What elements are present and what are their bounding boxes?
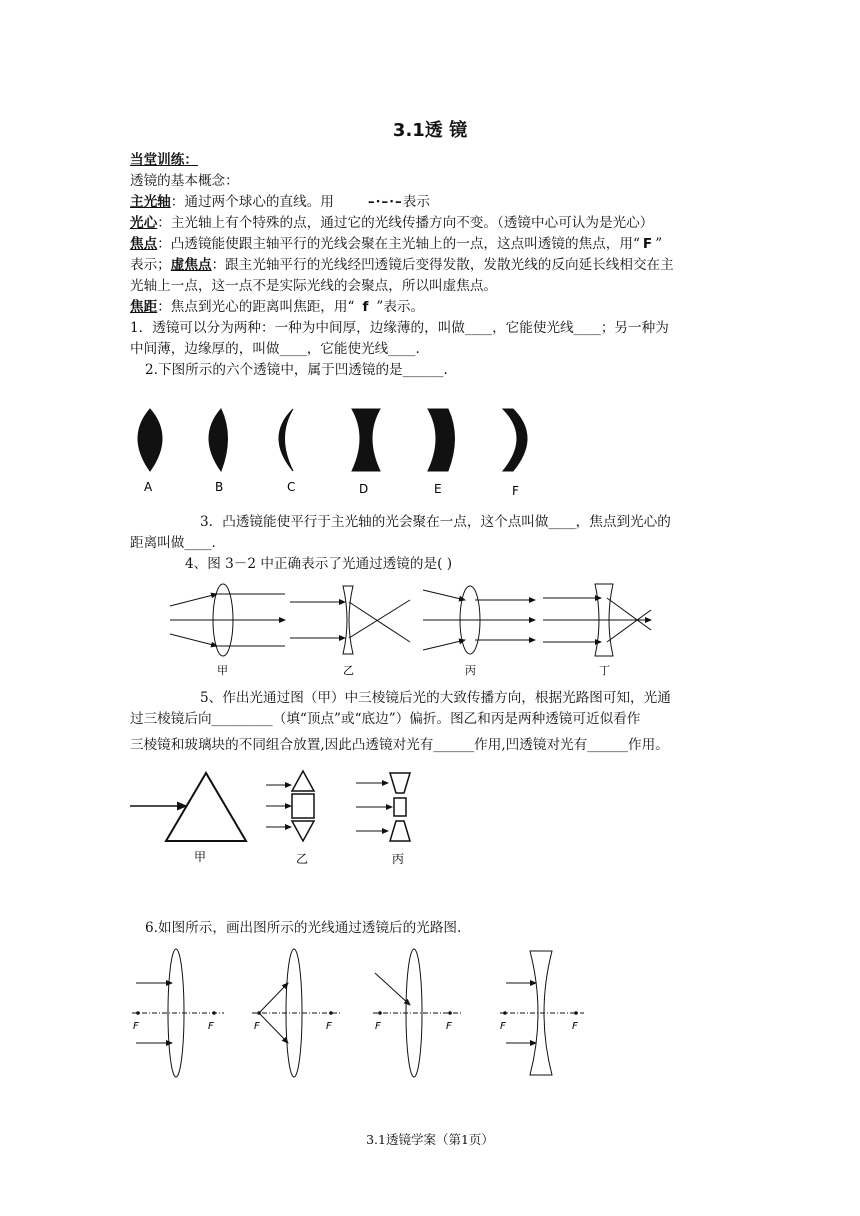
prism-jia [166, 773, 246, 841]
axis-symbol: –·–·– [367, 194, 403, 210]
concave-lens-yi [343, 586, 353, 654]
focus-close: ” [655, 236, 663, 252]
lens-e [428, 409, 455, 471]
prism-yi-top [292, 771, 314, 791]
q5-label: 丙 [392, 852, 405, 866]
lens-f [503, 409, 527, 471]
intro-line: 透镜的基本概念： [130, 173, 239, 189]
q5-prism-figure [128, 765, 428, 870]
q4-label: 甲 [217, 664, 228, 677]
glass-block-bing [394, 798, 406, 816]
lens-b [209, 409, 228, 471]
trapezoid-bing-bottom [390, 821, 410, 841]
section-heading: 当堂训练： [130, 152, 198, 168]
q1-line-1: 1．透镜可以分为两种：一种为中间厚，边缘薄的，叫做____，它能使光线____；另一种为 [130, 320, 669, 336]
page-title: 3.1透 镜 [392, 120, 468, 141]
focus-label: F [133, 1021, 139, 1032]
axis-tail: 表示 [402, 194, 430, 210]
q3-line-1: 3．凸透镜能使平行于主光轴的光会聚在一点，这个点叫做____，焦点到光心的 [200, 514, 671, 530]
focus-text-2: 表示； [130, 257, 171, 273]
page-footer: 3.1透镜学案（第1页） [366, 1132, 494, 1147]
def-optical-center [130, 213, 740, 234]
section-heading-line [130, 150, 740, 171]
q3-line-2: 距离叫做____. [130, 535, 216, 551]
focal-length-tail: ”表示。 [376, 299, 425, 315]
focus-label: F [254, 1021, 260, 1032]
trapezoid-bing-top [390, 773, 410, 793]
q5-line-1: 5、作出光通过图（甲）中三棱镜后光的大致传播方向，根据光路图可知，光通 [200, 690, 671, 706]
focus-symbol: F [642, 236, 653, 252]
q2-lenses-figure [128, 395, 548, 505]
lens-label: E [434, 482, 442, 496]
q4-label: 丙 [465, 664, 476, 677]
q5-label: 乙 [296, 852, 309, 866]
lens-label: A [144, 480, 153, 494]
lens-c [279, 409, 293, 471]
focus-label: F [446, 1021, 452, 1032]
focus-label: F [208, 1021, 214, 1032]
q1-line-2: 中间薄，边缘厚的，叫做____，它能使光线____. [130, 341, 420, 357]
def-principal-axis [130, 192, 740, 213]
focus-label: F [375, 1021, 381, 1032]
virtual-focus-line-2: 光轴上一点，这一点不是实际光线的会聚点，所以叫虚焦点。 [130, 278, 498, 294]
focal-length-symbol: f [362, 299, 369, 315]
lens-a [138, 409, 162, 471]
optical-center-term: 光心 [130, 215, 158, 231]
focus-label: F [326, 1021, 332, 1032]
focus-text: ：凸透镜能使跟主轴平行的光线会聚在主光轴上的一点，这点叫透镜的焦点，用“ [157, 236, 640, 252]
lens-d [352, 409, 380, 471]
lens-label: D [359, 482, 369, 496]
q4-text: 4、图 3－2 中正确表示了光通过透镜的是( ) [185, 556, 453, 572]
focus-term: 焦点 [130, 236, 158, 252]
def-virtual-focus [130, 255, 740, 276]
q4-label: 乙 [343, 664, 354, 677]
q2-text: 2.下图所示的六个透镜中，属于凹透镜的是______. [145, 362, 448, 378]
principal-axis-term: 主光轴 [130, 194, 171, 210]
prism-yi-bottom [292, 821, 314, 841]
virtual-focus-text: ：跟主光轴平行的光线经凹透镜后变得发散，发散光线的反向延长线相交在主 [211, 257, 674, 273]
def-focus [130, 234, 740, 255]
focal-length-term: 焦距 [130, 299, 158, 315]
focus-label: F [500, 1021, 506, 1032]
q6-text: 6.如图所示，画出图所示的光线通过透镜后的光路图. [145, 920, 462, 936]
q4-label: 丁 [599, 664, 610, 677]
focus-label: F [572, 1021, 578, 1032]
q5-line-3: 三棱镜和玻璃块的不同组合放置,因此凸透镜对光有______作用,凹透镜对光有______作用。 [130, 737, 669, 753]
q6-lens-figure [128, 945, 598, 1085]
lens-label: C [287, 480, 296, 494]
focal-length-text: ：焦点到光心的距离叫焦距，用“ [157, 299, 355, 315]
q5-label: 甲 [194, 850, 207, 864]
glass-block-yi [292, 794, 314, 818]
virtual-focus-term: 虚焦点 [170, 257, 212, 273]
optical-center-text: ：主光轴上有个特殊的点，通过它的光线传播方向不变。（透镜中心可认为是光心） [157, 215, 654, 231]
q4-light-path-figure [165, 580, 665, 680]
def-focal-length [130, 297, 740, 318]
lens-label: B [215, 480, 224, 494]
lens-label: F [512, 484, 519, 498]
principal-axis-text: ：通过两个球心的直线。用 [170, 194, 334, 210]
q5-line-2: 过三棱镜后向_________（填“顶点”或“底边”）偏折。图乙和丙是两种透镜可近似看作 [130, 711, 641, 727]
